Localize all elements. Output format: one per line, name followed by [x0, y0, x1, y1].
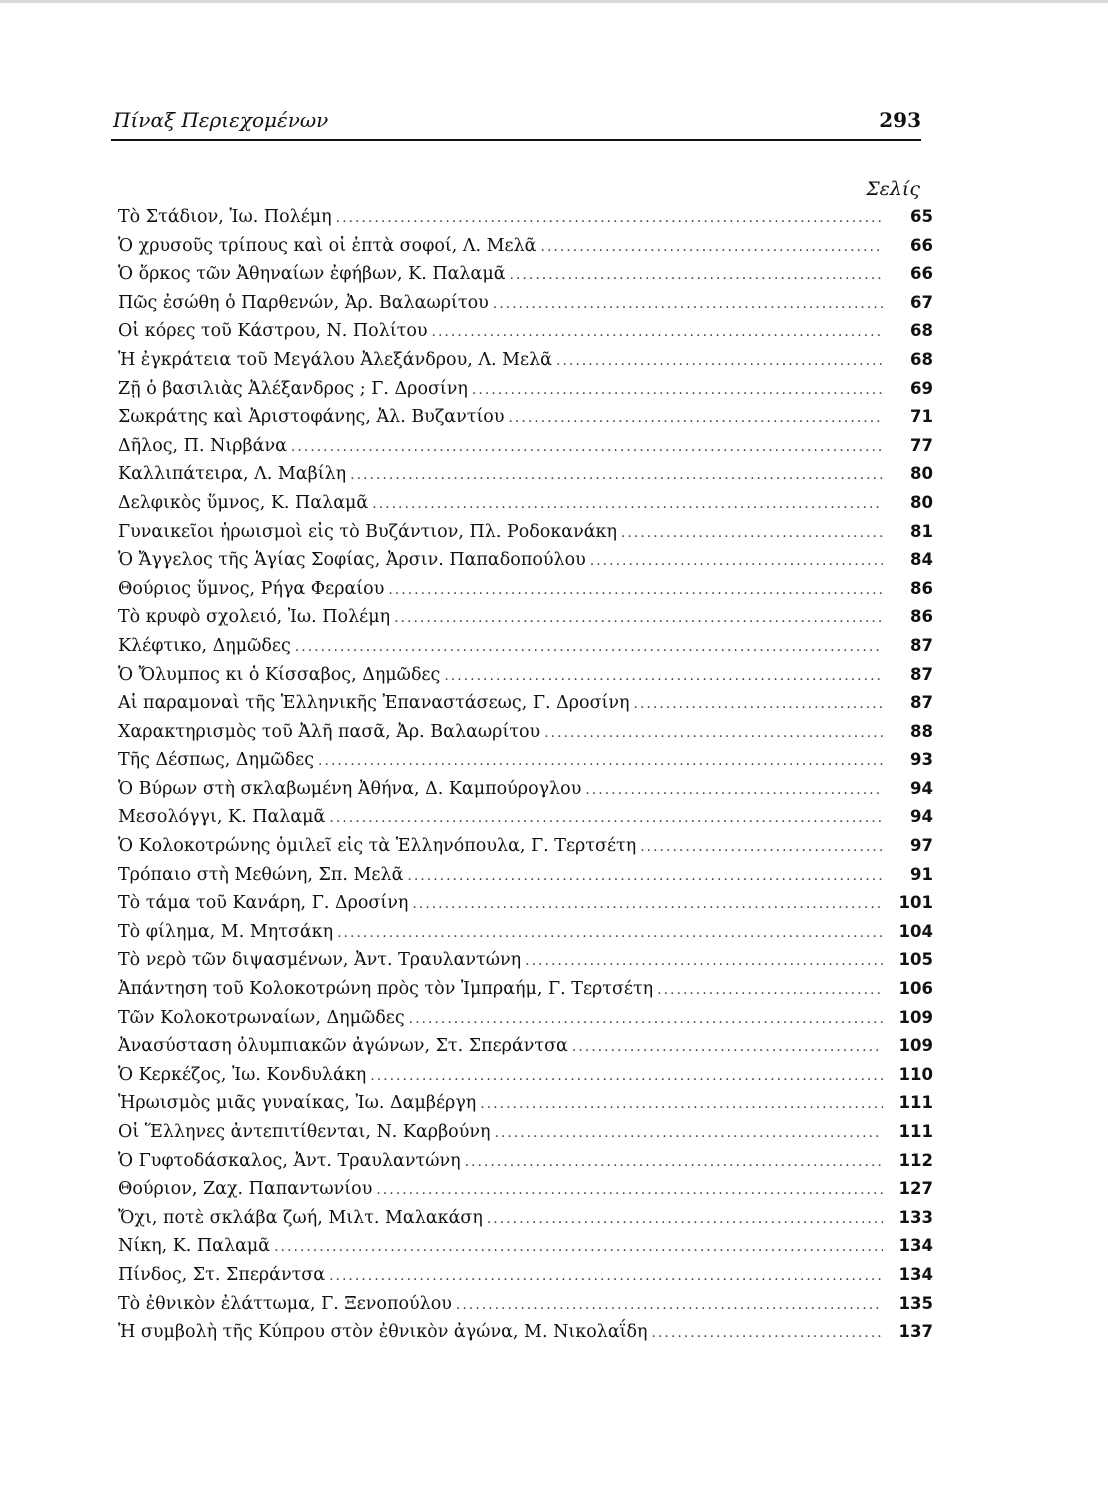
toc-entry-title: Οἱ κόρες τοῦ Κάστρου, Ν. Πολίτου [118, 321, 428, 342]
toc-entry-title: Νίκη, Κ. Παλαμᾶ [118, 1236, 271, 1257]
dot-leader [444, 668, 883, 684]
toc-entry-title: Ὁ Ἄγγελος τῆς Ἁγίας Σοφίας, Ἀρσιν. Παπαδοπούλου [118, 550, 586, 571]
toc-entry [118, 893, 933, 922]
toc-entry-title: Τὸ Στάδιον, Ἰω. Πολέμη [118, 207, 332, 227]
toc-entry-page: 93 [910, 750, 933, 770]
toc-entry [118, 1151, 933, 1180]
dot-leader [372, 496, 883, 512]
toc-entry-title: Κλέφτικο, Δημῶδες [118, 635, 291, 656]
toc-entry [118, 979, 933, 1008]
dot-leader [657, 982, 883, 998]
toc-entry [118, 750, 933, 779]
toc-entry [118, 264, 933, 293]
toc-entry-page: 112 [898, 1150, 933, 1170]
toc-entry-title: Ἡ συμβολὴ τῆς Κύπρου στὸν ἐθνικὸν ἀγώνα, Μ. Νικολαΐδη [118, 1322, 648, 1343]
toc-entry-title: Ὁ χρυσοῦς τρίπους καὶ οἱ ἑπτὰ σοφοί, Λ. Μελᾶ [118, 235, 537, 256]
dot-leader [394, 610, 883, 626]
toc-entry-title: Ἀπάντηση τοῦ Κολοκοτρώνη πρὸς τὸν Ἰμπραήμ, Γ. Τερτσέτη [118, 979, 654, 1000]
toc-entry-title: Τῆς Δέσπως, Δημῶδες [118, 750, 315, 771]
toc-entry-title: Ὁ Κολοκοτρώνης ὁμιλεῖ εἰς τὰ Ἑλληνόπουλα, Γ. Τερτσέτη [118, 836, 637, 857]
toc-entry-page: 87 [910, 664, 933, 684]
dot-leader [487, 1211, 883, 1227]
toc-entry [118, 1265, 933, 1294]
toc-entry-page: 87 [910, 693, 933, 713]
toc-entry-page: 137 [898, 1322, 933, 1342]
toc-entry [118, 522, 933, 551]
dot-leader [336, 210, 883, 226]
dot-leader [472, 382, 883, 398]
dot-leader [432, 324, 883, 340]
dot-leader [329, 810, 883, 826]
toc-entry-page: 133 [898, 1207, 933, 1227]
toc-entry-title: Τῶν Κολοκοτρωναίων, Δημῶδες [118, 1007, 405, 1028]
toc-entry-page: 110 [898, 1064, 933, 1084]
page-number: 293 [879, 108, 921, 132]
toc-entry-title: Τὸ φίλημα, Μ. Μητσάκη [118, 921, 334, 942]
dot-leader [621, 525, 883, 541]
table-of-contents [118, 207, 933, 1351]
page-column-header: Σελίς [866, 178, 920, 200]
toc-entry-page: 106 [898, 979, 933, 999]
dot-leader [590, 553, 883, 569]
toc-entry [118, 579, 933, 608]
dot-leader [407, 868, 883, 884]
toc-entry-page: 109 [898, 1036, 933, 1056]
toc-entry-title: Τρόπαιο στὴ Μεθώνη, Σπ. Μελᾶ [118, 864, 404, 885]
dot-leader [412, 896, 883, 912]
toc-entry [118, 1179, 933, 1208]
toc-entry [118, 950, 933, 979]
dot-leader [652, 1325, 883, 1341]
toc-entry [118, 922, 933, 951]
toc-entry-title: Ὁ ὅρκος τῶν Ἀθηναίων ἐφήβων, Κ. Παλαμᾶ [118, 264, 506, 285]
toc-entry [118, 1294, 933, 1323]
toc-entry-page: 68 [910, 321, 933, 341]
toc-entry [118, 1093, 933, 1122]
toc-entry-title: Ὁ Βύρων στὴ σκλαβωμένη Ἀθήνα, Δ. Καμπούρογλου [118, 778, 582, 799]
toc-entry-title: Ὄχι, ποτὲ σκλάβα ζωή, Μιλτ. Μαλακάση [118, 1207, 483, 1228]
toc-entry-page: 69 [910, 378, 933, 398]
toc-entry-page: 65 [910, 207, 933, 226]
toc-entry [118, 665, 933, 694]
toc-entry [118, 550, 933, 579]
toc-entry-page: 86 [910, 607, 933, 627]
toc-entry-page: 71 [910, 407, 933, 427]
dot-leader [329, 1268, 883, 1284]
toc-entry-page: 111 [898, 1093, 933, 1113]
dot-leader [350, 467, 883, 483]
toc-entry-page: 91 [910, 864, 933, 884]
toc-entry [118, 1322, 933, 1351]
dot-leader [465, 1154, 883, 1170]
toc-entry [118, 1122, 933, 1151]
toc-entry-page: 127 [898, 1179, 933, 1199]
toc-entry-page: 84 [910, 550, 933, 570]
toc-entry-title: Θούριος ὕμνος, Ρήγα Φεραίου [118, 578, 385, 599]
toc-entry [118, 436, 933, 465]
dot-leader [493, 296, 883, 312]
toc-entry-title: Τὸ τάμα τοῦ Κανάρη, Γ. Δροσίνη [118, 893, 409, 914]
toc-entry-title: Ἀνασύσταση ὀλυμπιακῶν ἀγώνων, Στ. Σπεράντσα [118, 1036, 568, 1057]
dot-leader [572, 1039, 883, 1055]
toc-entry-title: Πῶς ἐσώθη ὁ Παρθενών, Ἀρ. Βαλαωρίτου [118, 292, 489, 313]
toc-entry-page: 94 [910, 807, 933, 827]
dot-leader [291, 439, 883, 455]
toc-entry [118, 1208, 933, 1237]
toc-entry [118, 722, 933, 751]
dot-leader [634, 696, 884, 712]
toc-entry-title: Τὸ κρυφὸ σχολειό, Ἰω. Πολέμη [118, 607, 391, 628]
header-rule [111, 139, 921, 141]
dot-leader [494, 1125, 883, 1141]
toc-entry-page: 134 [898, 1236, 933, 1256]
toc-entry [118, 293, 933, 322]
toc-entry-page: 80 [910, 492, 933, 512]
toc-entry [118, 693, 933, 722]
page-top-edge [0, 0, 1108, 3]
dot-leader [556, 353, 883, 369]
toc-entry-page: 105 [898, 950, 933, 970]
toc-entry-page: 135 [898, 1293, 933, 1313]
dot-leader [409, 1011, 883, 1027]
toc-entry [118, 865, 933, 894]
toc-entry-page: 68 [910, 349, 933, 369]
toc-entry-title: Ὁ Ὄλυμπος κι ὁ Κίσσαβος, Δημῶδες [118, 664, 441, 685]
dot-leader [337, 925, 883, 941]
toc-entry-page: 67 [910, 292, 933, 312]
toc-entry-page: 87 [910, 635, 933, 655]
toc-entry-title: Οἱ Ἕλληνες ἀντεπιτίθενται, Ν. Καρβούνη [118, 1122, 491, 1142]
running-title: Πίναξ Περιεχομένων [113, 108, 329, 132]
toc-entry [118, 236, 933, 265]
toc-entry-title: Γυναικεῖοι ἡρωισμοὶ εἰς τὸ Βυζάντιον, Πλ. Ροδοκανάκη [118, 521, 617, 542]
toc-entry-title: Χαρακτηρισμὸς τοῦ Ἀλῆ πασᾶ, Ἀρ. Βαλαωρίτου [118, 721, 541, 742]
toc-entry-title: Ζῇ ὁ βασιλιὰς Ἀλέξανδρος ; Γ. Δροσίνη [118, 378, 468, 399]
toc-entry-title: Μεσολόγγι, Κ. Παλαμᾶ [118, 807, 326, 828]
toc-entry-title: Δελφικὸς ὕμνος, Κ. Παλαμᾶ [118, 492, 369, 513]
toc-entry-page: 81 [910, 521, 933, 541]
dot-leader [388, 582, 883, 598]
dot-leader [508, 410, 883, 426]
dot-leader [510, 267, 883, 283]
toc-entry-page: 66 [910, 235, 933, 255]
toc-entry-page: 109 [898, 1007, 933, 1027]
toc-entry [118, 379, 933, 408]
toc-entry-page: 111 [898, 1122, 933, 1141]
toc-entry [118, 1065, 933, 1094]
toc-entry [118, 807, 933, 836]
toc-entry [118, 779, 933, 808]
toc-entry-title: Ἡ ἐγκράτεια τοῦ Μεγάλου Ἀλεξάνδρου, Λ. Μελᾶ [118, 349, 552, 370]
toc-entry [118, 636, 933, 665]
toc-entry-title: Καλλιπάτειρα, Λ. Μαβίλη [118, 464, 347, 485]
toc-entry-page: 77 [910, 435, 933, 455]
toc-entry [118, 464, 933, 493]
toc-entry [118, 493, 933, 522]
dot-leader [480, 1096, 883, 1112]
dot-leader [376, 1182, 883, 1198]
dot-leader [541, 239, 884, 255]
toc-entry [118, 1008, 933, 1037]
toc-entry [118, 607, 933, 636]
toc-entry-page: 134 [898, 1264, 933, 1284]
toc-entry [118, 1036, 933, 1065]
toc-entry [118, 1236, 933, 1265]
dot-leader [295, 639, 883, 655]
toc-entry-page: 88 [910, 721, 933, 741]
toc-entry-page: 94 [910, 778, 933, 798]
toc-entry-page: 104 [898, 921, 933, 941]
toc-entry-page: 66 [910, 264, 933, 284]
toc-entry-title: Πίνδος, Στ. Σπεράντσα [118, 1264, 326, 1285]
toc-entry-title: Αἱ παραμοναὶ τῆς Ἑλληνικῆς Ἐπαναστάσεως, Γ. Δροσίνη [118, 693, 630, 714]
toc-entry-title: Τὸ νερὸ τῶν διψασμένων, Ἀντ. Τραυλαντώνη [118, 950, 522, 971]
dot-leader [274, 1239, 883, 1255]
toc-entry-page: 101 [898, 893, 933, 913]
toc-entry-title: Ὁ Κερκέζος, Ἰω. Κονδυλάκη [118, 1064, 367, 1085]
toc-entry-page: 97 [910, 836, 933, 856]
toc-entry-title: Θούριον, Ζαχ. Παπαντωνίου [118, 1179, 373, 1200]
toc-entry [118, 350, 933, 379]
toc-entry [118, 207, 933, 236]
toc-entry-title: Ὁ Γυφτοδάσκαλος, Ἀντ. Τραυλαντώνη [118, 1150, 461, 1171]
dot-leader [585, 782, 883, 798]
toc-entry [118, 407, 933, 436]
dot-leader [370, 1068, 883, 1084]
toc-entry-title: Σωκράτης καὶ Ἀριστοφάνης, Ἀλ. Βυζαντίου [118, 407, 505, 428]
dot-leader [525, 953, 883, 969]
dot-leader [640, 839, 883, 855]
toc-entry-page: 80 [910, 464, 933, 484]
toc-entry-title: Τὸ ἐθνικὸν ἐλάττωμα, Γ. Ξενοπούλου [118, 1293, 452, 1314]
toc-entry-title: Δῆλος, Π. Νιρβάνα [118, 435, 287, 456]
page-header [111, 108, 921, 136]
toc-entry [118, 321, 933, 350]
dot-leader [318, 753, 883, 769]
toc-entry-page: 86 [910, 578, 933, 598]
toc-entry [118, 836, 933, 865]
dot-leader [544, 725, 883, 741]
dot-leader [456, 1297, 883, 1313]
toc-entry-title: Ἡρωισμὸς μιᾶς γυναίκας, Ἰω. Δαμβέργη [118, 1093, 477, 1114]
